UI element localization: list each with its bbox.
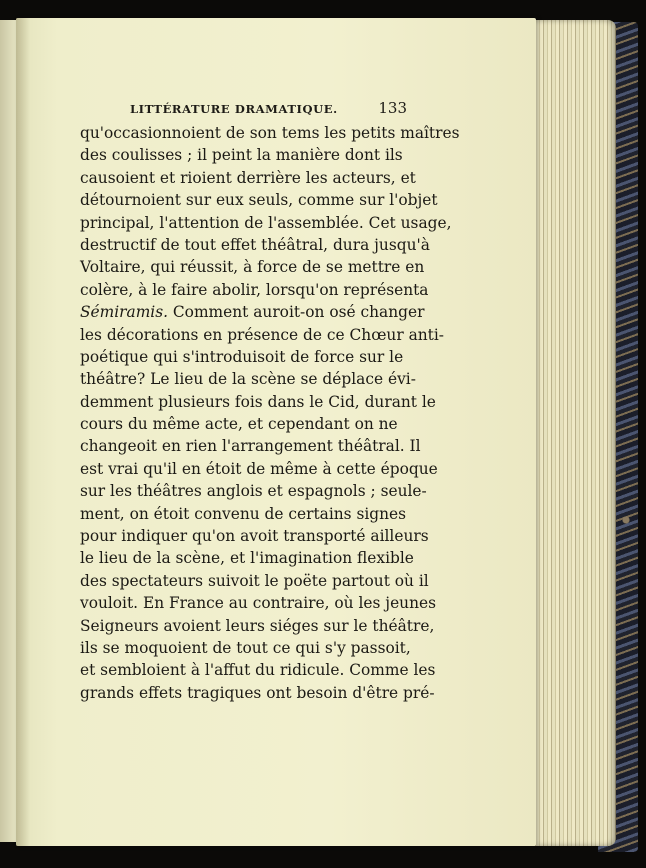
text-line: Seigneurs avoient leurs siéges sur le théâtre, xyxy=(80,616,435,635)
text-line: changeoit en rien l'arrangement théâtral. Il xyxy=(80,437,421,456)
text-line: principal, l'attention de l'assemblée. Cet usage, xyxy=(80,213,452,232)
text-line: destructif de tout effet théâtral, dura jusqu'à xyxy=(80,235,430,254)
text-line: ils se moquoient de tout ce qui s'y passoit, xyxy=(80,638,411,657)
text-line: et sembloient à l'affut du ridicule. Comme les xyxy=(80,661,436,680)
text-line: demment plusieurs fois dans le Cid, durant le xyxy=(80,392,436,411)
text-line: Voltaire, qui réussit, à force de se mettre en xyxy=(80,258,425,277)
text-line: ment, on étoit convenu de certains signes xyxy=(80,504,407,523)
text-line: colère, à le faire abolir, lorsqu'on représenta xyxy=(80,280,429,299)
text-line: causoient et rioient derrière les acteurs, et xyxy=(80,168,416,187)
text-line: pour indiquer qu'on avoit transporté ailleurs xyxy=(80,527,429,546)
gutter-shadow xyxy=(16,18,30,846)
text-line: des coulisses ; il peint la manière dont ils xyxy=(80,146,403,165)
running-title: LITTÉRATURE DRAMATIQUE. xyxy=(130,102,338,116)
text-line: grands effets tragiques ont besoin d'être pré- xyxy=(80,683,435,702)
text-line: détournoient sur eux seuls, comme sur l'objet xyxy=(80,191,438,210)
text-line-italic-start: Sémiramis. Comment auroit-on osé changer xyxy=(80,303,425,322)
text-line: poétique qui s'introduisoit de force sur le xyxy=(80,347,404,366)
text-line: sur les théâtres anglois et espagnols ; seule- xyxy=(80,482,427,501)
text-line: cours du même acte, et cependant on ne xyxy=(80,415,398,434)
text-line: théâtre? Le lieu de la scène se déplace évi- xyxy=(80,370,416,389)
text-line: qu'occasionnoient de son tems les petits maîtres xyxy=(80,124,460,142)
text-line: vouloit. En France au contraire, où les jeunes xyxy=(80,594,437,613)
text-line: les décorations en présence de ce Chœur anti- xyxy=(80,325,444,344)
text-line: le lieu de la scène, et l'imagination flexible xyxy=(80,549,414,568)
running-head xyxy=(130,101,407,119)
page-number: 133 xyxy=(378,99,407,117)
italic-title: Sémiramis. xyxy=(80,303,169,322)
text-line: des spectateurs suivoit le poëte partout où il xyxy=(80,571,429,590)
body-text xyxy=(80,122,460,704)
text-line: est vrai qu'il en étoit de même à cette époque xyxy=(80,459,438,478)
